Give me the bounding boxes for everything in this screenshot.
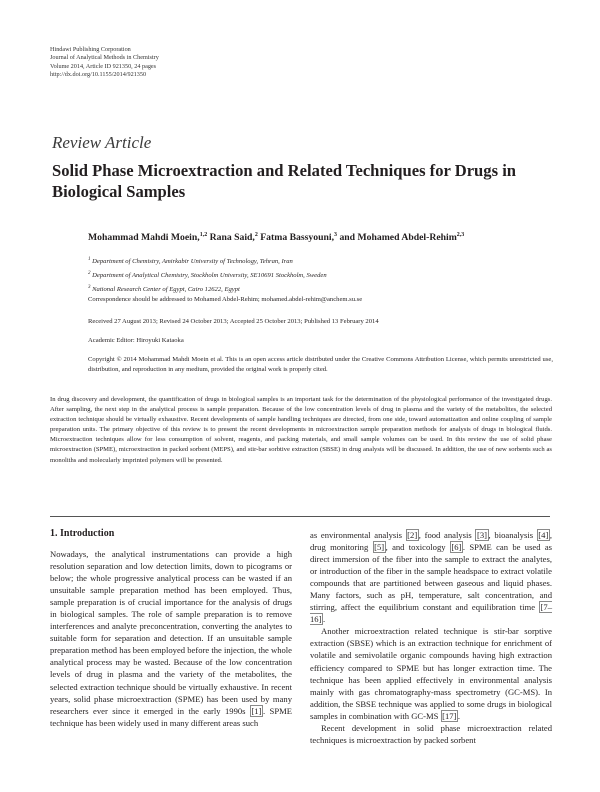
divider xyxy=(50,516,550,517)
paragraph-text: Another microextraction related technique is stir-bar sorptive extraction (SBSE) which is an extraction technique for enrichment of volatile and semivolatile organic compounds having high extraction efficiency compared to SPME but has longer extraction time. The technique has been applied effectively in environmental analysis mainly with gas chromatography-mass spectrometry (GC-MS). In addition, the SBSE technique was applied to some drugs in biological samples in combination with GC-MS xyxy=(310,626,552,721)
correspondence: Correspondence should be addressed to Mohamed Abdel-Rehim; mohamed.abdel-rehim@anchem.su.se xyxy=(88,296,363,303)
author-name: Rana Said, xyxy=(207,232,255,244)
citation-link[interactable]: [4] xyxy=(538,530,549,540)
author-affil-sup: 1,2 xyxy=(199,232,208,238)
paragraph-text: as environmental analysis xyxy=(310,530,406,540)
author-name: Fatma Bassyouni, xyxy=(257,232,335,244)
paragraph xyxy=(50,548,292,729)
article-title: Solid Phase Microextraction and Related Techniques for Drugs in Biological Samples xyxy=(52,161,517,201)
author-name: and Mohamed Abdel-Rehim xyxy=(337,232,457,244)
affiliation-text: Department of Analytical Chemistry, Stockholm University, SE10691 Stockholm, Sweden xyxy=(92,272,327,280)
academic-editor: Academic Editor: Hiroyuki Kataoka xyxy=(88,337,184,344)
left-column xyxy=(50,528,292,729)
paragraph-text: Nowadays, the analytical instrumentations can provide a high resolution separation and low detection limits, down to picograms or below; the whole progressive analytical process can be wasted if an unsuitable sample preparation method has been employed. Thus, sample preparation is of crucial importance for the analysis of drugs in biological samples. The role of sample preparation is to remove interferences and analyte preconcentration, converting the analytes to suitable form for separation and detection. If an unsuitable sample preparation method has been employed before the injection, the whole analytical process may be wasted. Because of the low concentration levels of drug in plasma and the variety of the metabolites, the selected extraction technique should be virtually exhaustive. In recent years, solid phase microextraction (SPME) has been used by many researchers ever since it emerged in the early 1990s xyxy=(50,549,292,716)
citation-link[interactable]: [17] xyxy=(442,710,457,721)
affiliation-text: National Research Center of Egypt, Cairo 12622, Egypt xyxy=(92,286,240,294)
citation-link[interactable]: [7–16] xyxy=(310,602,552,625)
citation-link[interactable]: [3] xyxy=(476,530,488,540)
paragraph-text: , and toxicology xyxy=(385,542,450,553)
affiliation-number: 3 xyxy=(88,285,91,291)
article-type: Review Article xyxy=(52,133,152,152)
author-affil-sup: 2 xyxy=(254,232,258,238)
affiliation-list xyxy=(88,254,327,297)
paragraph-text: . xyxy=(322,614,326,625)
journal-header xyxy=(50,46,159,80)
paragraph: Recent development in solid phase microextraction related techniques is microextraction by packed sorbent xyxy=(310,722,552,745)
author-affil-sup: 3 xyxy=(334,232,338,238)
author-affil-sup: 2,3 xyxy=(456,232,465,238)
affiliation-number: 1 xyxy=(88,257,91,262)
affiliation xyxy=(88,254,327,268)
paragraph-text: , drug monitoring xyxy=(310,530,552,553)
article-dates: Received 27 August 2013; Revised 24 October 2013; Accepted 25 October 2013; Published 13 February 2014 xyxy=(88,318,379,325)
paragraph xyxy=(310,529,552,625)
journal-line: Journal of Analytical Methods in Chemistry xyxy=(50,54,159,62)
doi-link[interactable]: http://dx.doi.org/10.1155/2014/921350 xyxy=(50,71,147,79)
publisher-line: Hindawi Publishing Corporation xyxy=(50,46,131,53)
affiliation xyxy=(88,268,327,282)
citation-link[interactable]: [6] xyxy=(451,542,462,553)
affiliation-text: Department of Chemistry, Amirkabir University of Technology, Tehran, Iran xyxy=(92,258,293,266)
section-heading: 1. Introduction xyxy=(50,528,115,539)
abstract: In drug discovery and development, the quantification of drugs in biological samples is an important task for the determination of the physiological performance of the investigated drugs. After sampling, the next step in the analytical process is sample preparation. Because of the low concentration levels of drug in plasma and the variety of the metabolites, the selected extraction technique should be virtually exhaustive. Recent developments of sample handling techniques are directed, from one side, toward automatization and online coupling of sample preparation units. The primary objective of this review is to present the recent developments in microextraction sample preparation methods for analysis of drugs in biological fluids. Microextraction techniques allow for less consumption of solvent, reagents, and packing materials, and small sample volumes can be used. In this review the use of solid phase microextraction (SPME), microextraction in packed sorbent (MEPS), and stir-bar sorbtive extraction (SBSE) in drug analysis will be discussed. In addition, the use of new sorbents such as monoliths and molecularly imprinted polymers will be presented. xyxy=(50,396,552,464)
citation-link[interactable]: [2] xyxy=(407,530,418,540)
volume-line: Volume 2014, Article ID 921350, 24 pages xyxy=(50,62,157,70)
copyright-notice: Copyright © 2014 Mohammad Mahdi Moein et al. This is an open access article distributed under the Creative Commons Attribution License, which permits unrestricted use, distribution, and reproduction in any medium, provided the original work is properly cited. xyxy=(88,356,553,374)
paragraph-text: . SPME can be used as direct immersion of the fiber into the sample to extract the analytes, or introduction of the fiber in the sample headspace to extract volatile compounds that are partitioned between gaseous and liquid phases. Many factors, such as pH, temperature, salt concentration, and stirring, affect the equilibrium constant and equilibration time xyxy=(310,542,552,613)
author-list xyxy=(88,232,464,243)
paragraph xyxy=(310,625,552,721)
paragraph-text: , bioanalysis xyxy=(488,530,537,540)
paragraph-text: . xyxy=(457,710,461,721)
author-name: Mohammad Mahdi Moein, xyxy=(88,232,200,244)
citation-link[interactable]: [5] xyxy=(374,542,385,553)
affiliation-number: 2 xyxy=(88,271,91,277)
paragraph-text: , food analysis xyxy=(418,530,476,540)
citation-link[interactable]: [1] xyxy=(251,705,262,716)
right-column xyxy=(310,529,552,746)
paragraph-text: . SPME technique has been widely used in many different areas such xyxy=(50,705,292,728)
